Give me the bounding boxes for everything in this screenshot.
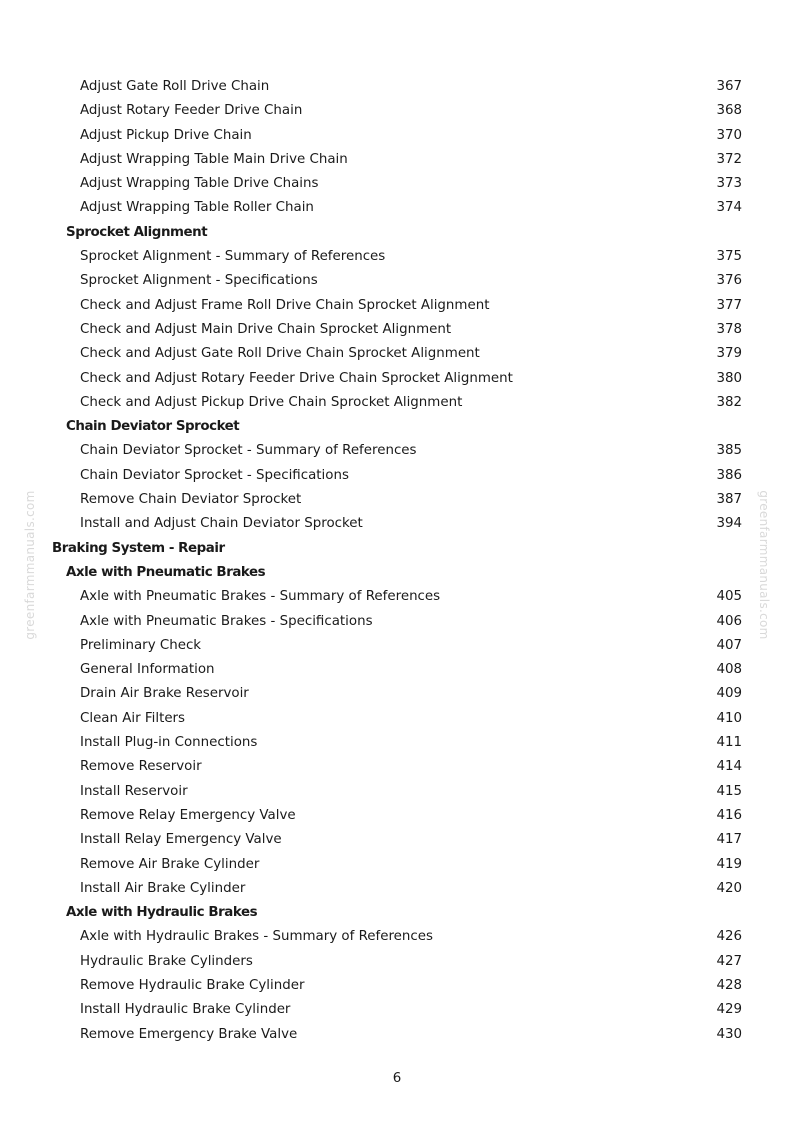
toc-entry-page: 394 — [716, 516, 742, 532]
toc-entry[interactable] — [0, 828, 794, 852]
toc-subsection-heading[interactable] — [0, 561, 794, 585]
toc-entry-page: 405 — [716, 589, 742, 605]
toc-entry-page: 426 — [716, 929, 742, 945]
toc-entry-page: 430 — [716, 1026, 742, 1042]
toc-entry-title: Adjust Pickup Drive Chain — [80, 127, 252, 143]
toc-entry-title: Remove Hydraulic Brake Cylinder — [80, 977, 305, 993]
toc-entry-title: Axle with Pneumatic Brakes - Summary of References — [80, 589, 441, 605]
toc-entry[interactable] — [0, 367, 794, 391]
toc-entry-page: 429 — [716, 1002, 742, 1018]
toc-entry-title: Braking System - Repair — [52, 540, 225, 556]
toc-entry-page: 409 — [716, 686, 742, 702]
toc-entry[interactable] — [0, 707, 794, 731]
watermark-left: greenfarmmanuals.com — [23, 490, 37, 640]
page-number: 6 — [392, 1071, 402, 1086]
toc-entry[interactable] — [0, 1023, 794, 1047]
toc-entry-title: Install and Adjust Chain Deviator Sprocket — [80, 516, 363, 532]
toc-entry-title: Chain Deviator Sprocket - Specifications — [80, 467, 349, 483]
toc-entry-title: Axle with Pneumatic Brakes - Specifications — [80, 613, 373, 629]
toc-entry-page: 414 — [716, 759, 742, 775]
toc-entry-title: Axle with Hydraulic Brakes - Summary of References — [80, 929, 433, 945]
toc-entry-title: Install Reservoir — [80, 783, 188, 799]
toc-entry-title: Sprocket Alignment — [66, 224, 208, 240]
toc-entry-title: Remove Air Brake Cylinder — [80, 856, 260, 872]
toc-entry[interactable] — [0, 269, 794, 293]
toc-entry-title: Check and Adjust Rotary Feeder Drive Chain Sprocket Alignment — [80, 370, 513, 386]
toc-entry[interactable] — [0, 974, 794, 998]
toc-entry-page: 419 — [716, 856, 742, 872]
toc-entry[interactable] — [0, 585, 794, 609]
toc-entry-title: Axle with Pneumatic Brakes — [66, 564, 266, 580]
toc-entry[interactable] — [0, 245, 794, 269]
toc-entry-title: Install Relay Emergency Valve — [80, 832, 282, 848]
toc-entry-title: Adjust Wrapping Table Drive Chains — [80, 176, 319, 192]
toc-entry[interactable] — [0, 780, 794, 804]
toc-entry[interactable] — [0, 488, 794, 512]
toc-entry[interactable] — [0, 755, 794, 779]
toc-entry-page: 427 — [716, 953, 742, 969]
toc-entry-title: Adjust Wrapping Table Main Drive Chain — [80, 151, 348, 167]
toc-entry[interactable] — [0, 610, 794, 634]
toc-entry-title: Check and Adjust Frame Roll Drive Chain Sprocket Alignment — [80, 297, 490, 313]
toc-entry-title: Clean Air Filters — [80, 710, 186, 726]
toc-entry-page: 380 — [716, 370, 742, 386]
toc-entry[interactable] — [0, 342, 794, 366]
toc-entry[interactable] — [0, 439, 794, 463]
toc-entry[interactable] — [0, 464, 794, 488]
toc-entry-page: 378 — [716, 321, 742, 337]
toc-subsection-heading[interactable] — [0, 901, 794, 925]
toc-entry[interactable] — [0, 148, 794, 172]
toc-entry-page: 407 — [716, 637, 742, 653]
toc-entry-page: 410 — [716, 710, 742, 726]
toc-entry[interactable] — [0, 318, 794, 342]
toc-entry-page: 420 — [716, 880, 742, 896]
toc-entry-page: 372 — [716, 151, 742, 167]
toc-entry-title: Adjust Wrapping Table Roller Chain — [80, 200, 314, 216]
toc-entry[interactable] — [0, 998, 794, 1022]
toc-entry[interactable] — [0, 124, 794, 148]
toc-entry-page: 376 — [716, 273, 742, 289]
toc-entry-title: Check and Adjust Gate Roll Drive Chain Sprocket Alignment — [80, 346, 480, 362]
toc-entry-page: 411 — [716, 735, 742, 751]
toc-entry-title: Remove Chain Deviator Sprocket — [80, 492, 302, 508]
toc-entry-title: Hydraulic Brake Cylinders — [80, 953, 253, 969]
toc-entry-title: Install Air Brake Cylinder — [80, 880, 246, 896]
toc-entry-page: 382 — [716, 394, 742, 410]
toc-section-heading[interactable] — [0, 537, 794, 561]
toc-entry-page: 385 — [716, 443, 742, 459]
toc-entry-title: Drain Air Brake Reservoir — [80, 686, 249, 702]
toc-entry[interactable] — [0, 391, 794, 415]
toc-entry-title: Remove Emergency Brake Valve — [80, 1026, 298, 1042]
toc-entry-title: Sprocket Alignment - Summary of References — [80, 249, 386, 265]
toc-entry-title: Adjust Gate Roll Drive Chain — [80, 79, 270, 94]
toc-entry-page: 386 — [716, 467, 742, 483]
toc-entry[interactable] — [0, 196, 794, 220]
toc-entry-page: 375 — [716, 249, 742, 265]
toc-entry-title: Sprocket Alignment - Specifications — [80, 273, 318, 289]
toc-entry-title: Chain Deviator Sprocket - Summary of References — [80, 443, 417, 459]
toc-entry-page: 367 — [716, 79, 742, 94]
toc-entry[interactable] — [0, 853, 794, 877]
toc-entry[interactable] — [0, 658, 794, 682]
watermark-right: greenfarmmanuals.com — [757, 490, 771, 640]
toc-subsection-heading[interactable] — [0, 221, 794, 245]
toc-subsection-heading[interactable] — [0, 415, 794, 439]
toc-entry-title: Chain Deviator Sprocket — [66, 419, 240, 435]
toc-entry[interactable] — [0, 804, 794, 828]
toc-entry[interactable] — [0, 682, 794, 706]
toc-entry-page: 387 — [716, 492, 742, 508]
toc-entry-page: 416 — [716, 807, 742, 823]
toc-entry[interactable] — [0, 294, 794, 318]
toc-entry-page: 408 — [716, 662, 742, 678]
toc-entry-page: 379 — [716, 346, 742, 362]
toc-entry-page: 377 — [716, 297, 742, 313]
toc-entry-page: 374 — [716, 200, 742, 216]
toc-entry-title: Check and Adjust Main Drive Chain Sprocket Alignment — [80, 321, 452, 337]
toc-entry[interactable] — [0, 172, 794, 196]
toc-entry-title: Adjust Rotary Feeder Drive Chain — [80, 103, 303, 119]
toc-entry-title: Install Hydraulic Brake Cylinder — [80, 1002, 291, 1018]
toc-entry[interactable] — [0, 99, 794, 123]
toc-entry-page: 368 — [716, 103, 742, 119]
toc-entry-title: General Information — [80, 662, 215, 678]
toc-entry-page: 370 — [716, 127, 742, 143]
toc-entry[interactable] — [0, 877, 794, 901]
toc-entry-title: Remove Reservoir — [80, 759, 202, 775]
toc-entry-title: Axle with Hydraulic Brakes — [66, 905, 258, 921]
toc-entry[interactable] — [0, 925, 794, 949]
toc-entry-title: Install Plug-in Connections — [80, 735, 258, 751]
toc-entry[interactable] — [0, 634, 794, 658]
toc-entry-page: 415 — [716, 783, 742, 799]
toc-entry-title: Remove Relay Emergency Valve — [80, 807, 296, 823]
toc-entry[interactable] — [0, 512, 794, 536]
toc-entry-page: 428 — [716, 977, 742, 993]
toc-entry-title: Preliminary Check — [80, 637, 202, 653]
toc-entry[interactable] — [0, 75, 794, 99]
toc-entry-page: 373 — [716, 176, 742, 192]
table-of-contents — [0, 75, 794, 1047]
toc-entry-title: Check and Adjust Pickup Drive Chain Sprocket Alignment — [80, 394, 463, 410]
toc-entry[interactable] — [0, 731, 794, 755]
toc-entry-page: 417 — [716, 832, 742, 848]
toc-entry-page: 406 — [716, 613, 742, 629]
toc-entry[interactable] — [0, 950, 794, 974]
